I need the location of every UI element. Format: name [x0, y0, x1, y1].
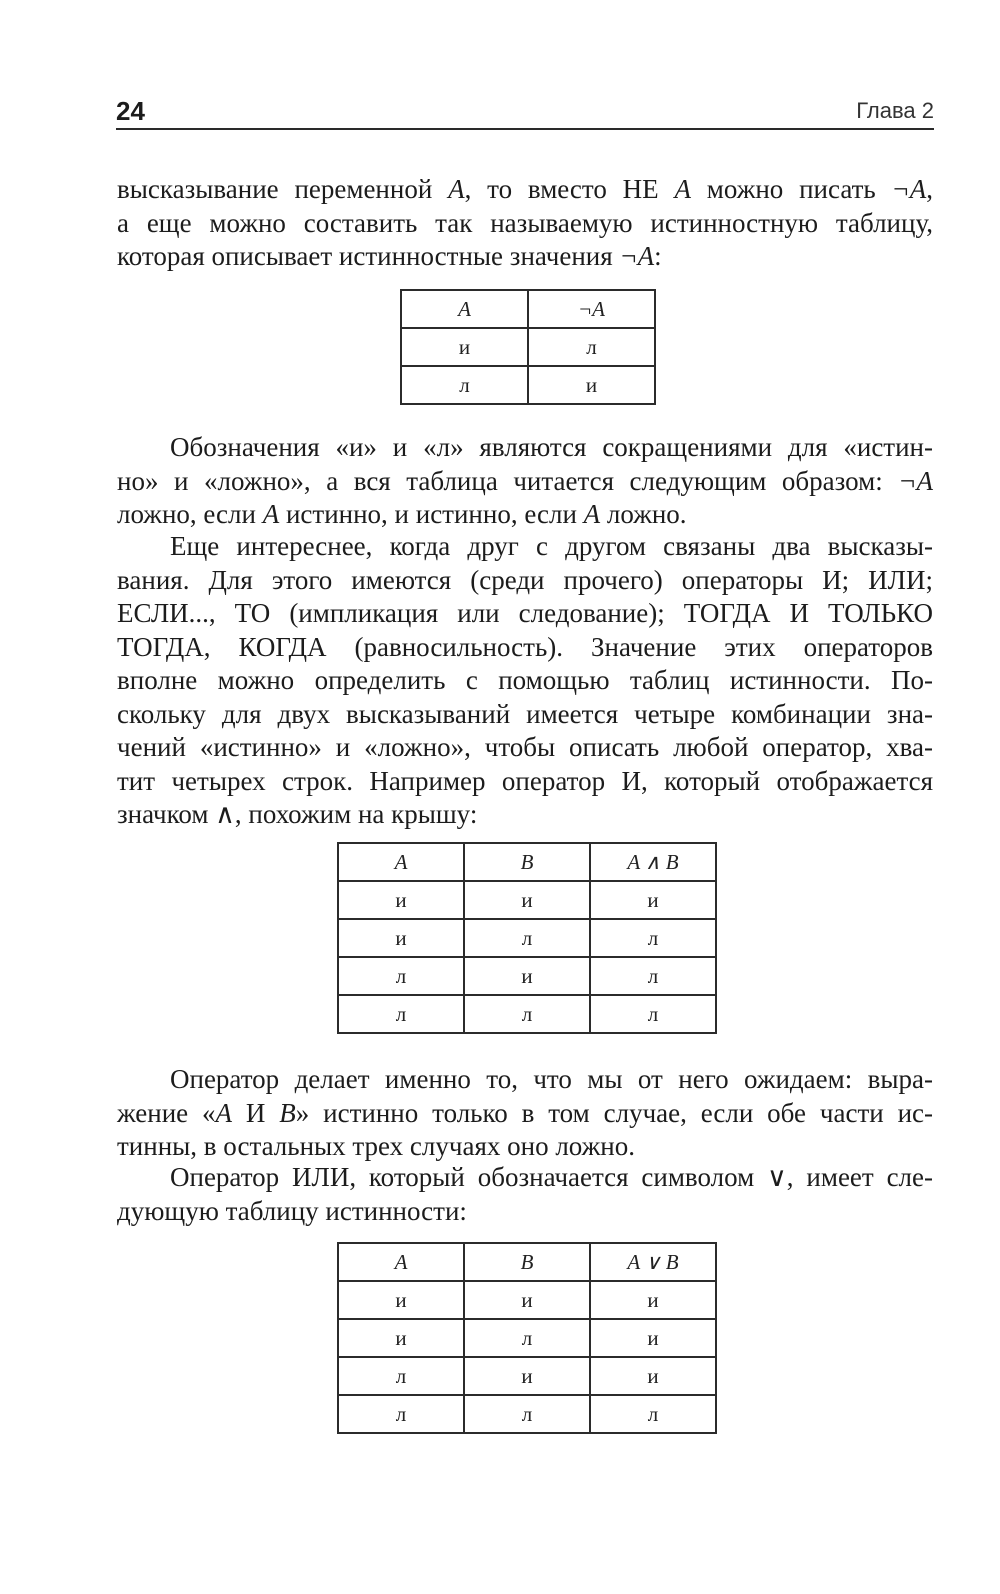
- table-header-cell: B: [464, 1243, 590, 1281]
- table-cell: и: [338, 881, 464, 919]
- table-header-cell: A: [401, 290, 528, 328]
- table-header-cell: A: [338, 1243, 464, 1281]
- table-row: [401, 366, 655, 404]
- chapter-label: Глава 2: [856, 98, 934, 123]
- paragraph-3-line: вполне можно определить с помощью таблиц истинности. По-: [117, 665, 933, 695]
- table-cell: л: [590, 995, 716, 1033]
- table-cell: л: [338, 957, 464, 995]
- truth-table-and: [337, 842, 717, 1034]
- table-row: [338, 881, 716, 919]
- page-number: 24: [116, 96, 145, 126]
- paragraph-3-line: ТОГДА, КОГДА (равносильность). Значение этих операторов: [117, 631, 933, 662]
- paragraph-3-line: чений «истинно» и «ложно», чтобы описать любой оператор, хва-: [117, 732, 933, 762]
- paragraph-4-line-2: жение «A И B» истинно только в том случае, если обе части ис-: [117, 1097, 934, 1128]
- paragraph-1-line-3: которая описывает истинностные значения ¬A:: [117, 241, 662, 271]
- paragraph-3-line: вания. Для этого имеются (среди прочего) операторы И; ИЛИ;: [117, 564, 933, 595]
- paragraph-2-line-1: Обозначения «и» и «л» являются сокращениями для «истин-: [170, 432, 933, 462]
- table-cell: и: [590, 1281, 716, 1319]
- table-cell: и: [338, 919, 464, 957]
- paragraph-3-line: тит четырех строк. Например оператор И, который отображается: [117, 765, 933, 796]
- page-header: [116, 92, 934, 130]
- table-cell: и: [464, 881, 590, 919]
- paragraph-5-line: Оператор ИЛИ, который обозначается символом ∨, имеет сле-: [170, 1162, 933, 1192]
- table-cell: л: [401, 366, 528, 404]
- paragraph-1: [117, 173, 933, 274]
- table-header-row: [338, 1243, 716, 1281]
- table-row: [401, 328, 655, 366]
- table-cell: и: [464, 957, 590, 995]
- paragraph-2-line-2: но» и «ложно», а вся таблица читается следующим образом: ¬A: [117, 465, 933, 496]
- table-cell: л: [464, 919, 590, 957]
- table-header-cell: ¬A: [528, 290, 655, 328]
- table-cell: и: [401, 328, 528, 366]
- table-cell: и: [338, 1281, 464, 1319]
- truth-table-not: [400, 289, 656, 405]
- table-row: [338, 1357, 716, 1395]
- paragraph-4-line-1: Оператор делает именно то, что мы от него ожидаем: выра-: [170, 1064, 933, 1094]
- table-cell: л: [338, 1395, 464, 1433]
- table-cell: л: [590, 919, 716, 957]
- table-row: [338, 1281, 716, 1319]
- paragraph-3-line: скольку для двух высказываний имеется четыре комбинации зна-: [117, 698, 933, 729]
- truth-table-or: [337, 1242, 717, 1434]
- table-cell: л: [464, 1395, 590, 1433]
- table-cell: и: [590, 881, 716, 919]
- table-cell: л: [590, 1395, 716, 1433]
- table-cell: и: [464, 1357, 590, 1395]
- table-cell: л: [464, 995, 590, 1033]
- table-cell: и: [590, 1319, 716, 1357]
- table-header-cell: A ∨ B: [590, 1243, 716, 1281]
- paragraph-4: [117, 1063, 933, 1164]
- paragraph-5-line: дующую таблицу истинности:: [117, 1195, 467, 1226]
- table-header-cell: A ∧ B: [590, 843, 716, 881]
- table-cell: л: [528, 328, 655, 366]
- table-header-cell: A: [338, 843, 464, 881]
- paragraph-2: [117, 431, 933, 532]
- table-header-cell: B: [464, 843, 590, 881]
- paragraph-5: [117, 1161, 933, 1228]
- table-cell: и: [464, 1281, 590, 1319]
- table-row: [338, 1395, 716, 1433]
- table-row: [338, 957, 716, 995]
- table-cell: л: [464, 1319, 590, 1357]
- paragraph-4-line-3: тинны, в остальных трех случаях оно ложно.: [117, 1131, 635, 1161]
- table-cell: и: [528, 366, 655, 404]
- table-cell: и: [590, 1357, 716, 1395]
- table-row: [338, 995, 716, 1033]
- table-cell: л: [338, 1357, 464, 1395]
- paragraph-1-line-1: высказывание переменной A, то вместо НЕ A можно писать ¬A,: [117, 174, 933, 204]
- paragraph-3-line: ЕСЛИ..., ТО (импликация или следование); ТОГДА И ТОЛЬКО: [117, 598, 933, 628]
- paragraph-1-line-2: а еще можно составить так называемую истинностную таблицу,: [117, 207, 933, 238]
- table-row: [338, 1319, 716, 1357]
- table-cell: и: [338, 1319, 464, 1357]
- paragraph-3: [117, 530, 933, 832]
- table-header-row: [338, 843, 716, 881]
- paragraph-2-line-3: ложно, если A истинно, и истинно, если A ложно.: [117, 499, 687, 529]
- paragraph-3-line: значком ∧, похожим на крышу:: [117, 799, 478, 829]
- table-header-row: [401, 290, 655, 328]
- table-cell: л: [338, 995, 464, 1033]
- table-cell: л: [590, 957, 716, 995]
- table-row: [338, 919, 716, 957]
- paragraph-3-line: Еще интереснее, когда друг с другом связаны два высказы-: [170, 531, 933, 561]
